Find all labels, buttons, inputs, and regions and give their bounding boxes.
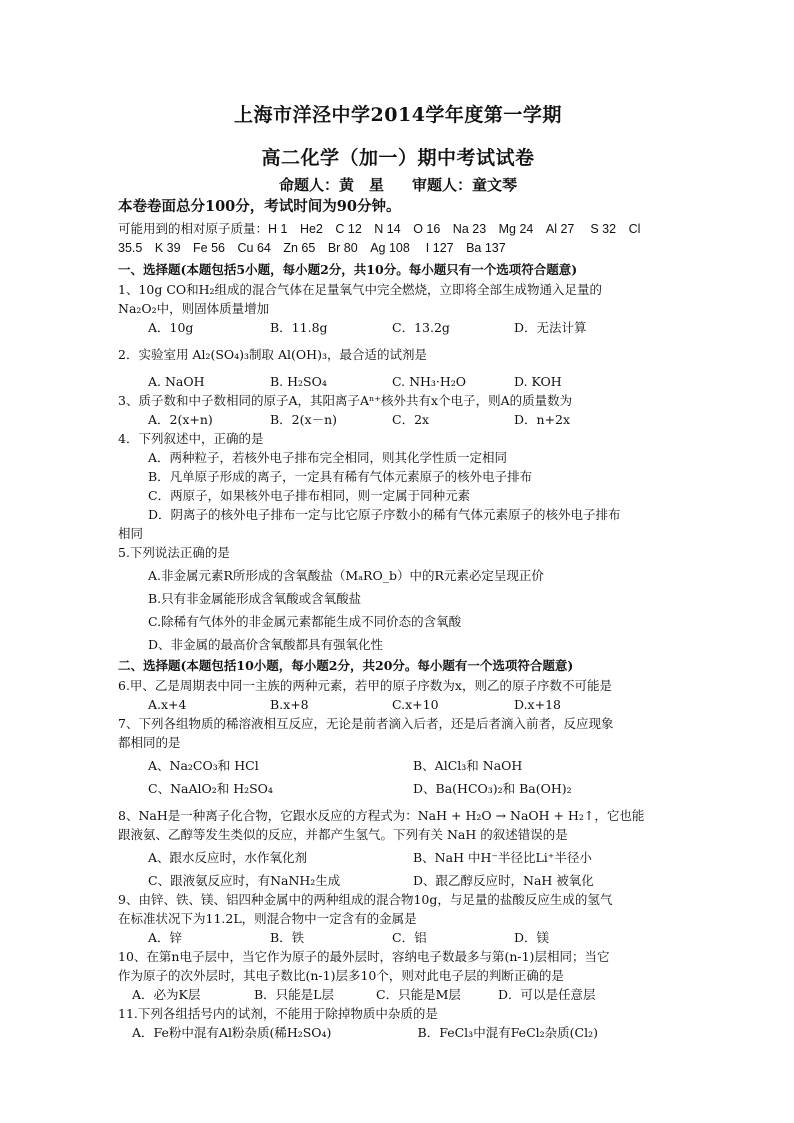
option-c: C．铝 [392,930,427,945]
question-stem: 3、质子数和中子数相同的原子A，其阳离子Aⁿ⁺核外共有x个电子，则A的质量数为 [118,393,573,408]
option-a: A、跟水反应时，水作氧化剂 [148,850,308,865]
option-a: A.x+4 [148,697,187,712]
question-11 [118,1004,678,1042]
option-c: C、NaAlO₂和 H₂SO₄ [148,781,273,796]
option-b: B．11.8g [270,320,328,335]
question-stem: 5.下列说法正确的是 [118,545,230,560]
question-8 [118,806,678,890]
question-7 [118,714,678,798]
option-c: C.x+10 [392,697,439,712]
option-c: C、跟液氨反应时，有NaNH₂生成 [148,873,341,888]
exam-page [118,100,678,1042]
option-d: D.x+18 [514,697,561,712]
option-b: B.只有非金属能形成含氧酸或含氧酸盐 [148,591,362,606]
option-a: A．必为K层 [132,987,201,1002]
option-row [118,318,678,337]
option-c: C.除稀有气体外的非金属元素都能生成不同价态的含氧酸 [148,614,462,629]
option-row [118,985,678,1004]
option-a: A、Na₂CO₃和 HCl [148,758,259,773]
option-c: C．两原子，如果核外电子排布相同，则一定属于同种元素 [148,488,471,503]
option-d: D．可以是任意层 [498,987,596,1002]
option-d: D、非金属的最高价含氧酸都具有强氧化性 [148,637,384,652]
question-stem: 2．实验室用 Al₂(SO₄)₃制取 Al(OH)₃，最合适的试剂是 [118,347,427,362]
question-stem: Na₂O₂中，则固体质量增加 [118,301,270,316]
authors-line [118,174,678,195]
exam-title: 高二化学（加一）期中考试试卷 [261,147,535,169]
question-2 [118,345,678,391]
option-b: B. H₂SO₄ [270,374,327,389]
option-c: C. NH₃·H₂O [392,374,467,389]
option-row [118,848,678,867]
option-row [118,1023,678,1042]
question-stem: 6.甲、乙是周期表中同一主族的两种元素，若甲的原子序数为x，则乙的原子序数不可能是 [118,678,612,693]
option-c: C．2x [392,412,430,427]
option-a: A．锌 [148,930,183,945]
option-a: A. NaOH [148,374,205,389]
question-9 [118,890,678,947]
author-reviewer: 审题人：童文琴 [412,176,518,194]
question-stem: 作为原子的次外层时，其电子数比(n-1)层多10个，则对此电子层的判断正确的是 [118,968,564,983]
option-d: D．n+2x [514,412,571,427]
option-d: D．无法计算 [514,320,587,335]
option-a: A．Fe粉中混有Al粉杂质(稀H₂SO₄) [132,1025,332,1040]
option-a: A．两种粒子，若核外电子排布完全相同，则其化学性质一定相同 [148,450,508,465]
option-row [118,779,678,798]
question-stem: 11.下列各组括号内的试剂，不能用于除掉物质中杂质的是 [118,1006,438,1021]
atomic-mass-line-1: 可能用到的相对原子质量：H 1 He2 C 12 N 14 O 16 Na 23 Mg 24 Al 27 S 32 Cl [118,222,641,236]
question-stem: 在标准状况下为11.2L，则混合物中一定含有的金属是 [118,911,417,926]
option-b: B．凡单原子形成的离子，一定具有稀有气体元素原子的核外电子排布 [148,469,533,484]
option-b: B．只能是L层 [254,987,334,1002]
section-2-heading: 二、选择题(本题包括10小题，每小题2分，共20分。每小题有一个选项符合题意) [118,658,574,673]
question-stem: 7、下列各组物质的稀溶液相互反应，无论是前者滴入后者，还是后者滴入前者，反应现象 [118,716,614,731]
question-stem: 都相同的是 [118,735,181,750]
question-stem: 1、10g CO和H₂组成的混合气体在足量氧气中完全燃烧，立即将全部生成物通入足量的 [118,282,603,297]
question-stem: 9、由锌、铁、镁、铝四种金属中的两种组成的混合物10g，与足量的盐酸反应生成的氢气 [118,892,613,907]
option-d: D．阴离子的核外电子排布一定与比它原子序数小的稀有气体元素原子的核外电子排布 [148,507,621,522]
school-title: 上海市洋泾中学2014学年度第一学期 [234,104,562,126]
question-6 [118,676,678,714]
question-1 [118,280,678,337]
option-b: B、AlCl₃和 NaOH [413,758,523,773]
question-5 [118,543,678,654]
question-4 [118,429,678,543]
total-score-note: 本卷卷面总分100分，考试时间为90分钟。 [118,198,401,215]
option-row [118,372,678,391]
option-b: B、NaH 中H⁻半径比Li⁺半径小 [413,850,592,865]
question-stem: 8、NaH是一种离子化合物，它跟水反应的方程式为：NaH + H₂O → NaOH + H₂↑，它也能 [118,808,645,823]
option-d: D、跟乙醇反应时，NaH 被氧化 [413,873,594,888]
option-b: B．FeCl₃中混有FeCl₂杂质(Cl₂) [417,1025,598,1040]
option-row [118,871,678,890]
option-b: B．铁 [270,930,305,945]
option-d-continued: 相同 [118,526,144,541]
option-row [118,695,678,714]
option-d: D．镁 [514,930,550,945]
option-row [118,410,678,429]
option-d: D、Ba(HCO₃)₂和 Ba(OH)₂ [413,781,572,796]
question-stem: 跟液氨、乙醇等发生类似的反应，并都产生氢气。下列有关 NaH 的叙述错误的是 [118,827,568,842]
option-a: A.非金属元素R所形成的含氧酸盐（MₐRO_b）中的R元素必定呈现正价 [148,568,544,583]
author-setter: 命题人：黄 星 [278,176,384,194]
question-3 [118,391,678,429]
question-10 [118,947,678,1004]
option-row [118,928,678,947]
option-c: C．13.2g [392,320,450,335]
option-a: A．2(x+n) [148,412,213,427]
atomic-mass-line-2: 35.5 K 39 Fe 56 Cu 64 Zn 65 Br 80 Ag 108 I 127 Ba 137 [118,241,506,255]
question-stem: 10、在第n电子层中，当它作为原子的最外层时，容纳电子数最多与第(n-1)层相同；当它 [118,949,610,964]
option-d: D. KOH [514,374,562,389]
option-b: B.x+8 [270,697,309,712]
option-row [118,756,678,775]
question-stem: 4．下列叙述中，正确的是 [118,431,264,446]
option-c: C．只能是M层 [376,987,461,1002]
option-b: B．2(x－n) [270,412,337,427]
section-1-heading: 一、选择题(本题包括5小题，每小题2分，共10分。每小题只有一个选项符合题意) [118,262,578,277]
option-a: A．10g [148,320,194,335]
